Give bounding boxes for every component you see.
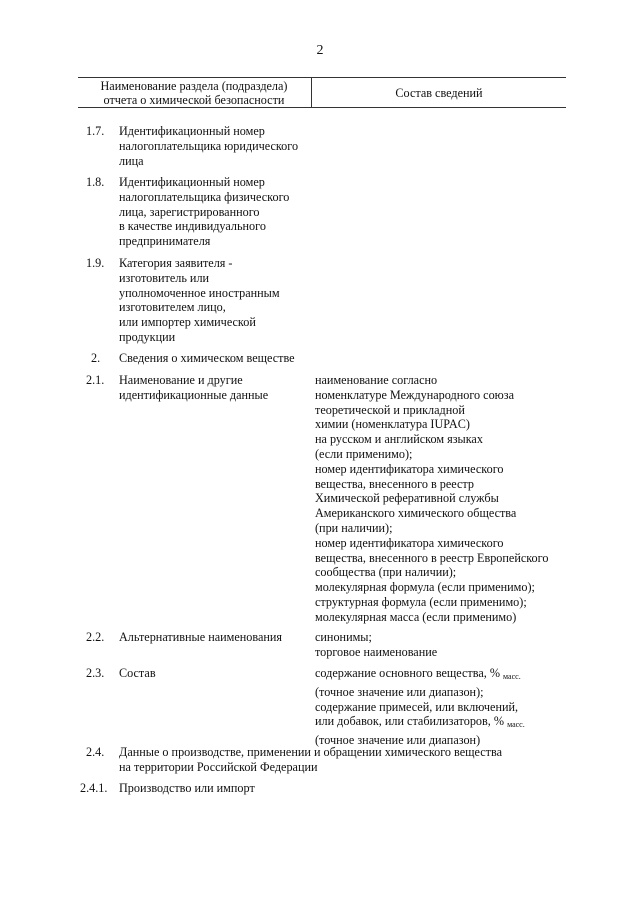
row-number: 1.8. [86,175,105,189]
row-number: 1.9. [86,256,105,270]
mass-subscript: масс. [507,720,525,730]
row-number: 2.3. [86,666,105,680]
composition-line: или добавок, или стабилизаторов, % [315,714,505,729]
composition-line: (точное значение или диапазон); [315,684,484,699]
header-section-name: Наименование раздела (подраздела) отчета о химической безопасности [100,79,288,107]
row-name: Идентификационный номер налогоплательщика физического лица, зарегистрированного в качестве индивидуального предпринимателя [119,175,290,249]
page-number: 2 [316,43,324,58]
row-name: Категория заявителя - изготовитель или уполномоченное иностранным изготовителем лицо, или импортер химической продукции [119,256,280,344]
row-name: Производство или импорт [119,781,255,795]
row-content: синонимы; торговое наименование [315,630,438,659]
row-name: Сведения о химическом веществе [119,351,295,365]
row-name: Идентификационный номер налогоплательщика юридического лица [119,124,299,168]
header-content-title: Состав сведений [395,86,483,100]
row-name: Наименование и другие идентификационные данные [119,373,269,402]
composition-line: (точное значение или диапазон) [315,733,481,748]
row-number: 2.1. [86,373,105,387]
row-number: 2. [91,351,101,365]
composition-line: содержание основного вещества, % [315,666,500,680]
row-number: 2.4. [86,745,105,759]
mass-subscript: масс. [503,672,521,681]
row-number: 2.2. [86,630,105,644]
row-name: Альтернативные наименования [119,630,283,644]
composition-line: содержание примесей, или включений, [315,699,519,714]
composition-content [315,666,575,748]
row-name: Состав [119,666,156,680]
header-top-rule [78,77,566,78]
row-content: наименование согласно номенклатуре Международного союза теоретической и прикладной химии (номенклатура IUPAC) на русском и английском языках (если применимо); номер идентификатора химического вещества, внесенного в реестр Химической реферативной службы Американского химического общества (при наличии); номер идентификатора химического вещества, внесенного в реестр Европейского сообщества (при наличии); молекулярная формула (если применимо); структурная формула (если применимо); молекулярная масса (если применимо) [315,373,549,624]
row-name: Данные о производстве, применении и обращении химического вещества на территории Российской Федерации [119,745,502,774]
row-number: 1.7. [86,124,105,138]
row-number: 2.4.1. [80,781,108,795]
